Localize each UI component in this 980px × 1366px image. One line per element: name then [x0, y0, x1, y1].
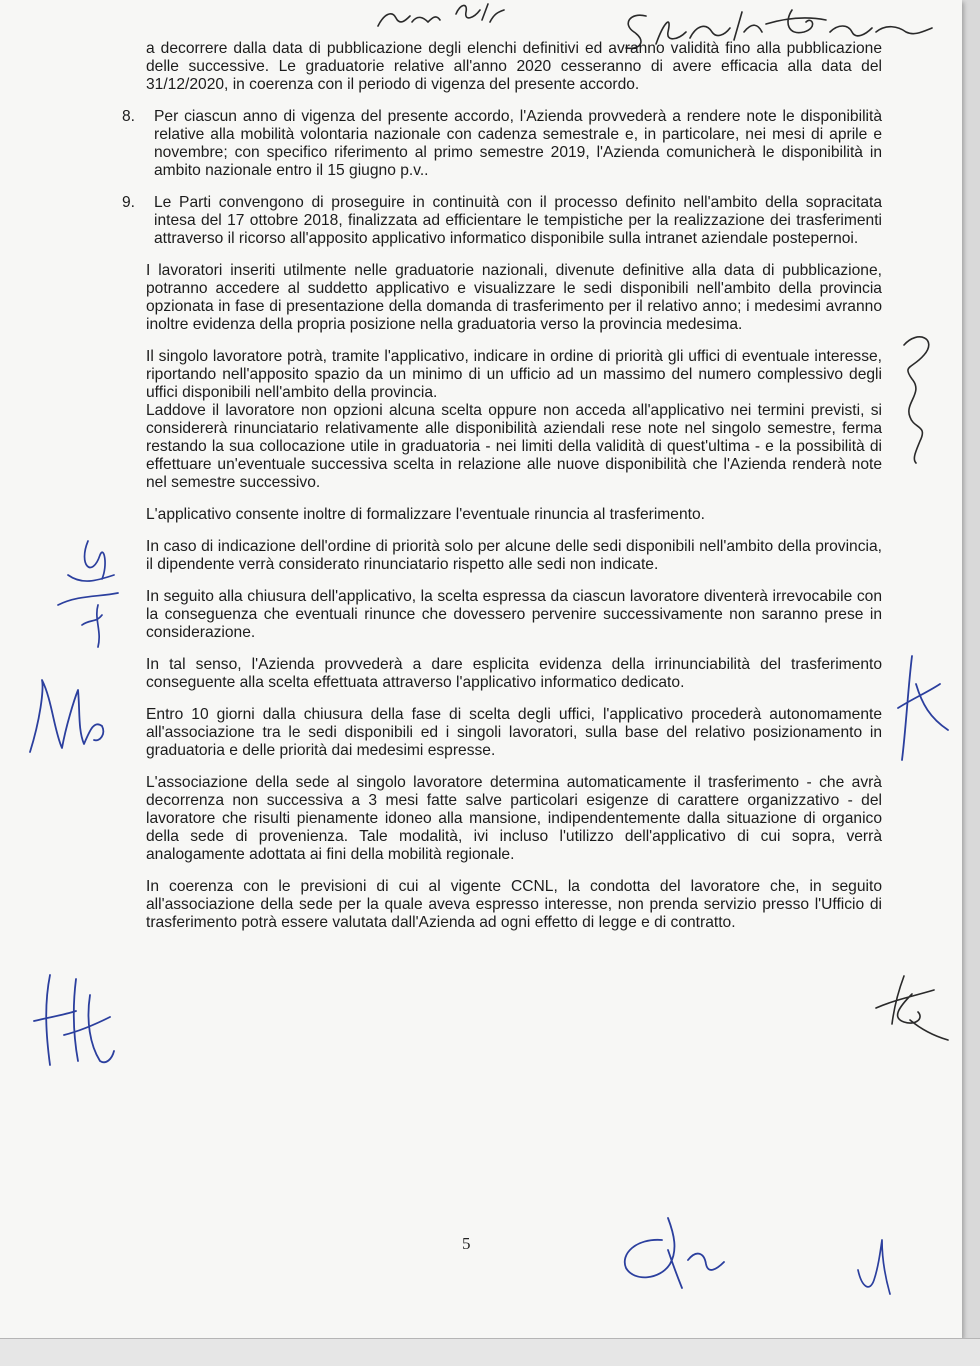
paragraph: L'associazione della sede al singolo lavoratore determina automaticamente il trasferimento - che avrà decorrenza non successiva a 3 mesi fatte salve particolari esigenze di carattere organizzativo - del lavoratore che risulti pienamente idoneo alla mansione, indipendentemente dalla situazione di organico della sede di provenienza. Tale modalità, ivi incluso l'utilizzo dell'applicativo di cui sopra, verrà analogamente adottata ai fini della mobilità regionale.	[146, 774, 882, 863]
item-number: 8.	[122, 108, 136, 125]
signature-top-center	[370, 0, 520, 40]
signature-right-bottom	[864, 968, 954, 1048]
paragraph: In coerenza con le previsioni di cui al vigente CCNL, la condotta del lavoratore che, in seguito all'associazione della sede per la quale aveva espresso interesse, non prenda servizio presso l'Ufficio di trasferimento potrà essere valutata dall'Azienda ad ogni effetto di legge e di contratto.	[146, 878, 882, 931]
paragraph-continuation: a decorrere dalla data di pubblicazione degli elenchi definitivi ed avranno validità fino alla pubblicazione delle successive. Le graduatorie relative all'anno 2020 cesseranno di avere efficacia alla data del 31/12/2020, in coerenza con il periodo di vigenza del presente accordo.	[146, 40, 882, 93]
paragraph: Il singolo lavoratore potrà, tramite l'applicativo, indicare in ordine di priorità gli uffici di eventuale interesse, riportando nell'apposito spazio da un minimo di un ufficio ad un massimo del numero complessivo degli uffici disponibili nell'ambito della provincia.	[146, 348, 882, 401]
paragraph: In tal senso, l'Azienda provvederà a dare esplicita evidenza della irrinunciabilità del trasferimento conseguente alla scelta effettuata attraverso l'applicativo informatico dedicato.	[146, 656, 882, 691]
signature-left-middle	[38, 535, 138, 655]
item-number: 9.	[122, 194, 136, 211]
signature-bottom-right	[850, 1230, 910, 1300]
paragraph: In seguito alla chiusura dell'applicativo, la scelta espressa da ciascun lavoratore diventerà irrevocabile con la conseguenza che eventuali rinunce che dovessero pervenire successivamente non saranno prese in considerazione.	[146, 588, 882, 641]
paragraph: Entro 10 giorni dalla chiusura della fase di scelta degli uffici, l'applicativo procederà autonomamente all'associazione tra le sedi disponibili ed i singoli lavoratori, sulla base del relativo posizionamento in graduatoria e delle priorità dai medesimi espresse.	[146, 706, 882, 759]
paragraph: I lavoratori inseriti utilmente nelle graduatorie nazionali, divenute definitive alla data di pubblicazione, potranno accedere al suddetto applicativo e visualizzare le sedi disponibili nell'ambito della provincia opzionata in fase di presentazione della domanda di trasferimento per il relativo anno; i medesimi avranno inoltre evidenza della propria posizione nella graduatoria verso la provincia medesima.	[146, 262, 882, 333]
list-item-9	[122, 194, 882, 248]
page-number: 5	[462, 1234, 471, 1253]
signature-bottom-center	[612, 1210, 742, 1290]
document-body	[122, 40, 882, 946]
paragraph: Laddove il lavoratore non opzioni alcuna scelta oppure non acceda all'applicativo nei termini previsti, si considererà rinunciatario relativamente alle disponibilità aziendali rese note nel singolo semestre, ferma restando la sua collocazione utile in graduatoria - nei limiti della validità di quest'ultima - e la possibilità di effettuare un'eventuale successiva scelta in relazione alle nuove disponibilità che l'Azienda renderà note nel semestre successivo.	[146, 402, 882, 491]
signature-left-bottom	[20, 965, 120, 1075]
signature-left-lower	[22, 660, 112, 760]
item-text: Le Parti convengono di proseguire in continuità con il processo definito nell'ambito della sopracitata intesa del 17 ottobre 2018, finalizzata ad efficientare le tempistiche per la realizzazione dei trasferimenti attraverso il ricorso all'apposito applicativo informatico disponibile sulla intranet aziendale postepernoi.	[154, 194, 882, 247]
signature-right-middle	[878, 648, 958, 768]
scan-bottom-edge	[0, 1338, 980, 1366]
item-text: Per ciascun anno di vigenza del presente accordo, l'Azienda provvederà a rendere note le disponibilità relative alla mobilità volontaria nazionale con cadenza semestrale e, in particolare, nei mesi di aprile e novembre; con specifico riferimento al primo semestre 2019, l'Azienda comunicherà le disponibilità in ambito nazionale entro il 15 giugno p.v..	[154, 108, 882, 179]
signature-right-top	[890, 325, 950, 465]
paragraph: In caso di indicazione dell'ordine di priorità solo per alcune delle sedi disponibili nell'ambito della provincia, il dipendente verrà considerato rinunciatario rispetto alle sedi non indicate.	[146, 538, 882, 573]
paragraph: L'applicativo consente inoltre di formalizzare l'eventuale rinuncia al trasferimento.	[146, 506, 705, 523]
list-item-8	[122, 108, 882, 180]
